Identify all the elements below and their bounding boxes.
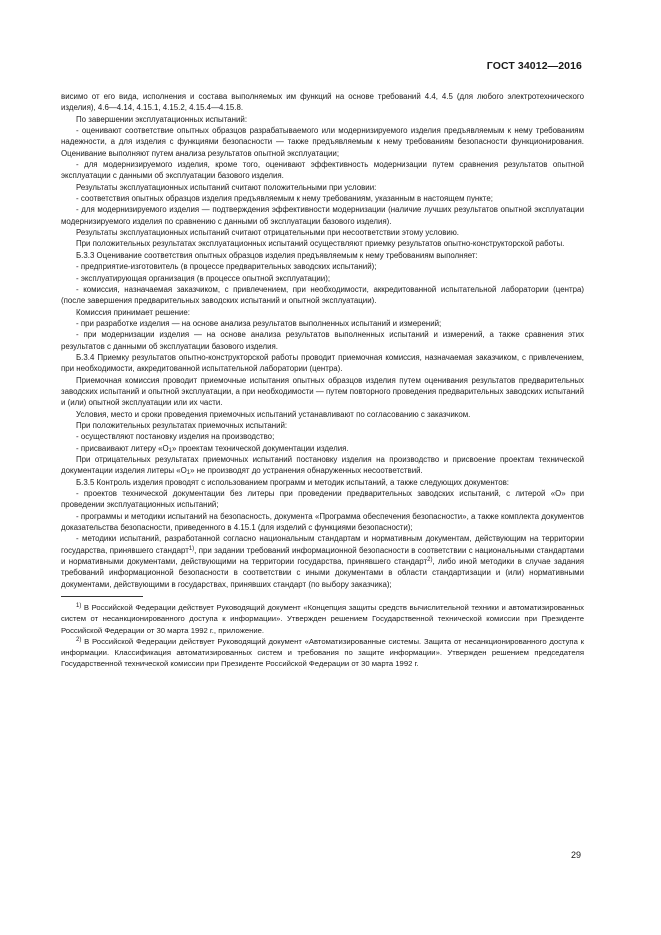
paragraph: - для модернизируемого изделия, кроме того, оценивают эффективность модернизации путем сравнения результатов опытной эксплуатации с данными об эксплуатации базового изделия. [61, 160, 584, 181]
paragraph: Результаты эксплуатационных испытаний считают положительными при условии: [76, 182, 377, 192]
paragraph: - оценивают соответствие опытных образцов разрабатываемого или модернизируемого изделия предъявляемым к нему требованиям надежности, а для изделия с функциями безопасности — также предъявляемым к нему требованиям безопасности функционирования. Оценивание выполняют путем анализа результатов опытной эксплуатации; [61, 126, 584, 158]
paragraph: - предприятие-изготовитель (в процессе предварительных заводских испытаний); [76, 262, 377, 272]
footnote-text: В Российской Федерации действует Руководящий документ «Автоматизированные системы. Защита от несанкционированного доступа к информации. Классификация автоматизированных систем и требования по защите информации». Утвержден решением председателя Государственной технической комиссии при Президенте Российской Федерации от 30 марта 1992 г. [61, 636, 585, 669]
standard-header: ГОСТ 34012—2016 [486, 60, 582, 72]
paragraph: - присваивают литеру «$О_1$» проектам технической документации изделия. [76, 443, 349, 454]
footnote-mark: 1) [76, 603, 82, 610]
paragraph: Комиссия принимает решение: [76, 307, 191, 317]
paragraph: - осуществляют постановку изделия на производство; [76, 432, 275, 442]
footnote [61, 602, 584, 636]
footnote-text: В Российской Федерации действует Руководящий документ «Концепция защиты средств вычислительной техники и автоматизированных систем от несанкционированного доступа к информации». Утвержден решением Государственной технической комиссии при Президенте Российской Федерации от 30 марта 1992 г., приложение. [61, 603, 584, 635]
paragraph: - для модернизируемого изделия — подтверждения эффективности модернизации (наличие лучших результатов опытной эксплуатации модернизируемого изделия по сравнению с данными об эксплуатации базового изделия). [61, 205, 584, 226]
paragraph: - при модернизации изделия — на основе анализа результатов выполненных испытаний и измерений, а также сравнения этих результатов с данными об эксплуатации базового изделия. [61, 330, 584, 351]
paragraph: Б.3.4 Приемку результатов опытно-конструкторской работы проводит приемочная комиссия, назначаемая заказчиком, с привлечением, при необходимости, аккредитованной испытательной лаборатории (центра). [61, 352, 584, 374]
paragraph: Б.3.3 Оценивание соответствия опытных образцов изделия предъявляемым к нему требованиям выполняет: [76, 250, 478, 260]
paragraph: - программы и методики испытаний на безопасность, документа «Программа обеспечения безопасности», а также комплекта документов доказательства безопасности, приведенного в 4.15.1 (для изделий с функциями безопасности); [61, 511, 584, 533]
paragraph: При отрицательных результатах приемочных испытаний постановку изделия на производство и присвоение проектам технической документации изделия литеры «$О_1$» не производят до устранения обнаруженных несоответствий. [61, 455, 584, 477]
footnote [61, 636, 584, 670]
paragraph: - при разработке изделия — на основе анализа результатов выполненных испытаний и измерений; [76, 318, 442, 328]
paragraph: - проектов технической документации без литеры при проведении предварительных заводских испытаний, с литерой «О» при проведении эксплуатационных испытаний; [61, 489, 584, 510]
paragraph: По завершении эксплуатационных испытаний: [76, 114, 248, 124]
paragraph-list [61, 91, 584, 590]
paragraph: - эксплуатирующая организация (в процессе опытной эксплуатации); [76, 273, 331, 283]
paragraph: - методики испытаний, разработанной согласно национальным стандартам и нормативным документам, действующим на территории государства, принявшего стандарт$^{1)}$, при задании требований информационной безопасности в соответствии с национальными стандартами и нормативными документами, действующими на территории государства, принявшего стандарт$^{2)}$, либо иной методики в случае задания требований информационной безопасности в соответствии с иными документами в области стандартизации и (или) нормативными документами, действующими в государствах, принявших стандарт (по выбору заказчика); [61, 534, 584, 589]
paragraph: - соответствия опытных образцов изделия предъявляемым к нему требованиям, указанным в настоящем пункте; [76, 194, 493, 204]
paragraph: - комиссия, назначаемая заказчиком, с привлечением, при необходимости, аккредитованной испытательной лаборатории (центра) (после завершения предварительных заводских испытаний и опытной эксплуатации). [61, 284, 584, 306]
paragraph: Приемочная комиссия проводит приемочные испытания опытных образцов изделия путем оценивания результатов предварительных заводских испытаний и опытной эксплуатации, а при необходимости — путем повторного проведения предварительных заводских испытаний и (или) опытной эксплуатации или их части. [61, 375, 584, 408]
paragraph: Результаты эксплуатационных испытаний считают отрицательными при несоответствии этому условию. [76, 228, 459, 238]
footnote-mark: 2) [76, 636, 82, 643]
footnote-list [61, 602, 584, 669]
footnote-divider [61, 596, 143, 597]
paragraph: При положительных результатах эксплуатационных испытаний осуществляют приемку результатов опытно-конструкторской работы. [76, 239, 565, 249]
paragraph: При положительных результатах приемочных испытаний: [76, 420, 288, 430]
paragraph: Б.3.5 Контроль изделия проводят с использованием программ и методик испытаний, а также следующих документов: [76, 477, 509, 487]
document-body [61, 91, 584, 669]
paragraph: Условия, место и сроки проведения приемочных испытаний устанавливают по согласованию с заказчиком. [76, 409, 471, 419]
paragraph: висимо от его вида, исполнения и состава выполняемых им функций на основе требований 4.4, 4.5 (для любого электротехнического изделия), 4.6—4.14, 4.15.1, 4.15.2, 4.15.4—4.15.8. [61, 92, 584, 113]
page-number: 29 [570, 850, 581, 860]
